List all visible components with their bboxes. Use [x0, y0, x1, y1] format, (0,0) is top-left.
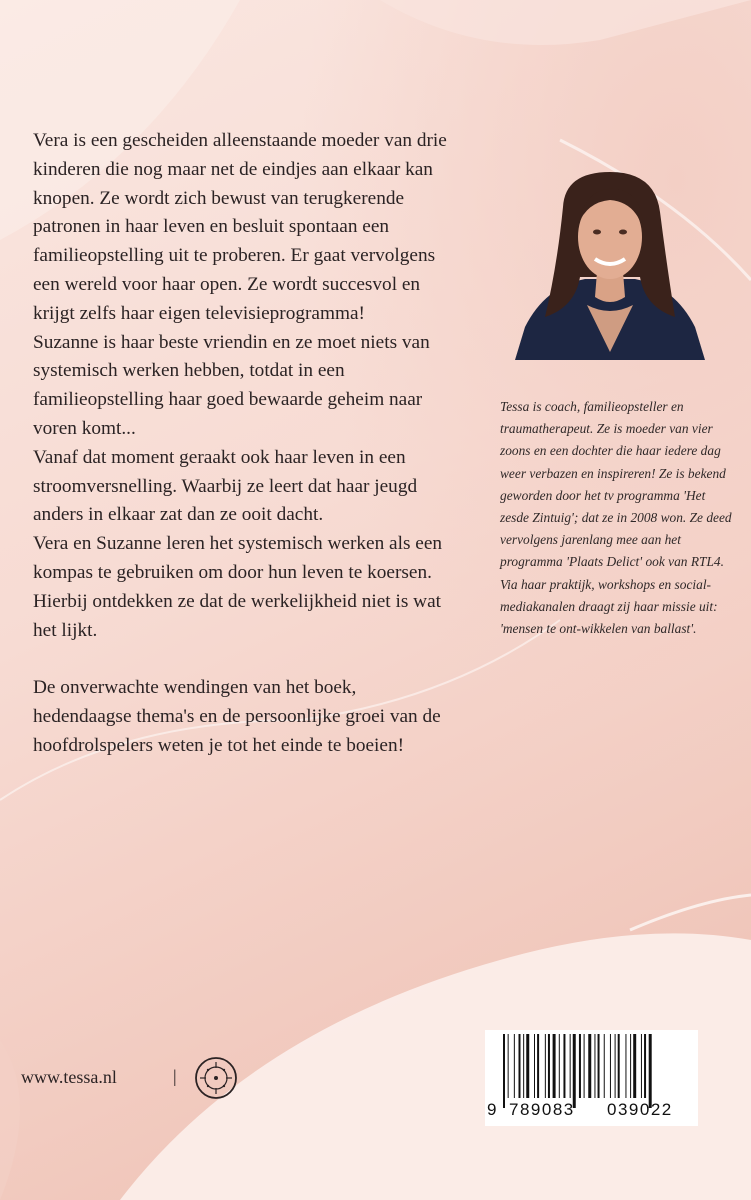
- barcode-bar: [548, 1034, 550, 1098]
- description-paragraph: Vera en Suzanne leren het systemisch werken als een kompas te gebruiken om door hun leven te koersen. Hierbij ontdekken ze dat de werkelijkheid niet is wat het lijkt.: [33, 533, 443, 641]
- barcode-bar: [545, 1034, 546, 1098]
- description-paragraph: Vera is een gescheiden alleenstaande moeder van drie kinderen die nog maar net de eindjes aan elkaar kan knopen. Ze wordt zich bewust van terugkerende patronen in haar leven en besluit spontaan een familieopstelling uit te proberen. Er gaat vervolgens een wereld voor haar open. Ze wordt succesvol en krijgt zelfs haar eigen televisieprogramma!: [33, 130, 447, 324]
- bio-paragraph: Tessa is coach, familieopsteller en traumatherapeut. Ze is moeder van vier zoons en een dochter die haar iedere dag weer verbazen en inspireren! Ze is bekend geworden door het tv programma 'Het zesde Zintuig'; dat ze in 2008 won. Ze deed vervolgens jarenlang mee aan het programma 'Plaats Delict' ook van RTL4.: [500, 399, 732, 570]
- barcode-bar: [633, 1034, 636, 1098]
- barcode-bar: [625, 1034, 626, 1098]
- barcode-bar: [649, 1034, 652, 1108]
- barcode-bar: [508, 1034, 509, 1098]
- barcode-bar: [514, 1034, 515, 1098]
- barcode-bar: [503, 1034, 505, 1108]
- barcode-bar: [559, 1034, 560, 1098]
- barcode-bar: [523, 1034, 524, 1098]
- barcode-bar: [553, 1034, 556, 1098]
- website-link[interactable]: www.tessa.nl: [21, 1067, 117, 1087]
- footer-separator: |: [173, 1066, 177, 1086]
- isbn-digits-right: 039022: [607, 1100, 673, 1119]
- description-paragraph: Suzanne is haar beste vriendin en ze moet niets van systemisch werken hebben, totdat in een familieopstelling haar goed bewaarde geheim naar voren komt...: [33, 331, 430, 439]
- barcode-bar: [579, 1034, 581, 1098]
- barcode-bar: [537, 1034, 539, 1098]
- compass-circle-icon: [194, 1056, 238, 1100]
- barcode-bar: [604, 1034, 605, 1098]
- description-paragraph: Vanaf dat moment geraakt ook haar leven in een stroomversnelling. Waarbij ze leert dat haar jeugd anders in elkaar zat dan ze ooit dacht.: [33, 446, 418, 526]
- barcode-bar: [519, 1034, 521, 1098]
- barcode-bar: [594, 1034, 595, 1098]
- barcode-bar: [526, 1034, 529, 1098]
- barcode-bar: [610, 1034, 611, 1098]
- barcode-bar: [598, 1034, 600, 1098]
- barcode-bar: [584, 1034, 585, 1098]
- barcode-bar: [563, 1034, 565, 1098]
- barcode-bar: [644, 1034, 646, 1098]
- barcode-bar: [618, 1034, 620, 1098]
- barcode-bar: [534, 1034, 535, 1098]
- description-paragraph: De onverwachte wendingen van het boek, hedendaagse thema's en de persoonlijke groei van de hoofdrolspelers weten je tot het einde te boeien!: [33, 677, 441, 756]
- isbn-number: [485, 1100, 698, 1124]
- author-bio: [500, 396, 736, 640]
- barcode-bar: [573, 1034, 576, 1108]
- author-photo: [515, 167, 705, 360]
- barcode-bar: [630, 1034, 631, 1098]
- barcode-bar: [588, 1034, 591, 1098]
- isbn-digits-left: 789083: [509, 1100, 575, 1119]
- book-description: [33, 127, 453, 761]
- barcode-bar: [615, 1034, 616, 1098]
- isbn-digit-first: 9: [487, 1100, 497, 1119]
- isbn-barcode: [485, 1030, 698, 1126]
- bio-paragraph: Via haar praktijk, workshops en social-mediakanalen draagt zij haar missie uit: 'mensen te ont-wikkelen van ballast'.: [500, 576, 718, 637]
- barcode-bar: [570, 1034, 571, 1098]
- barcode-bar: [641, 1034, 642, 1098]
